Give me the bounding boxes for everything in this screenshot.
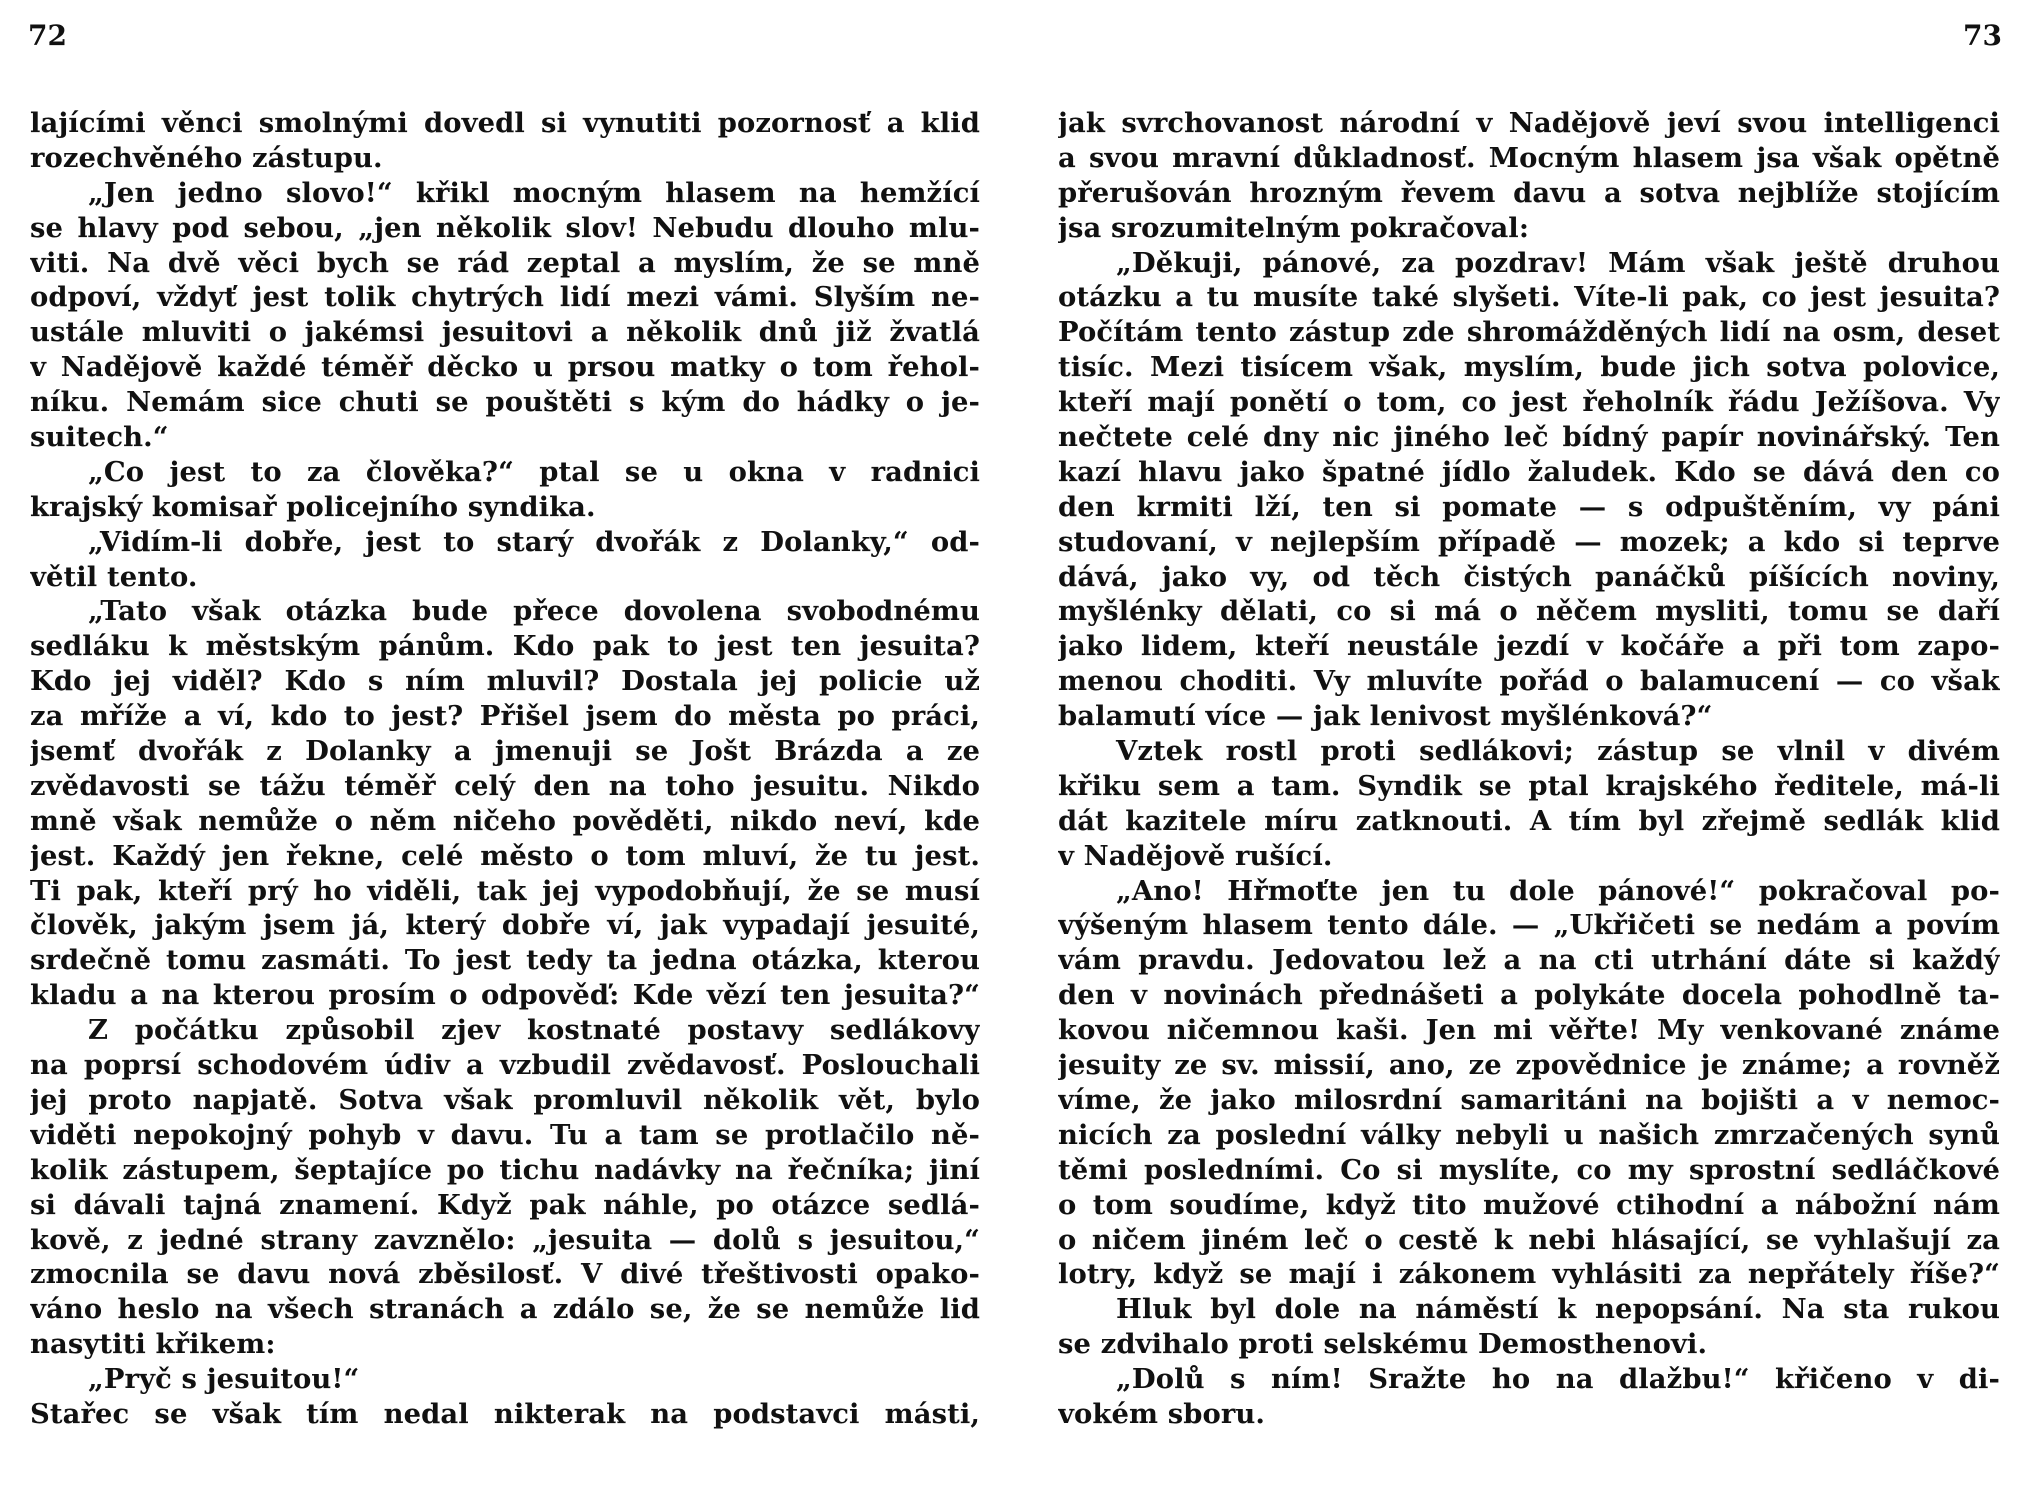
text-line: přerušován hrozným řevem davu a sotva nejblíže stojícím xyxy=(1058,176,2000,209)
text-line: kově, z jedné strany zavznělo: „jesuita — dolů s jesuitou,“ xyxy=(30,1223,980,1256)
page-number-right: 73 xyxy=(1963,19,2002,52)
text-line: jsa srozumitelným pokračoval: xyxy=(1058,211,1530,244)
text-line: kovou ničemnou kaši. Jen mi věřte! My venkované známe xyxy=(1058,1014,2000,1047)
text-line: Z počátku způsobil zjev kostnaté postavy sedlákovy xyxy=(88,1014,980,1047)
text-line: dát kazitele míru zatknouti. A tím byl zřejmě sedlák klid xyxy=(1058,804,2000,837)
text-line: balamutí více — jak lenivost myšlénková?“ xyxy=(1058,700,1713,733)
text-line: na poprsí schodovém údiv a vzbudil zvědavosť. Poslouchali xyxy=(30,1049,980,1082)
text-line: tisíc. Mezi tisícem však, myslím, bude jich sotva polovice, xyxy=(1058,351,2000,384)
text-line: lajícími věnci smolnými dovedl si vynutiti pozornosť a klid xyxy=(30,107,980,139)
text-line: jest. Každý jen řekne, celé město o tom mluví, že tu jest. xyxy=(30,839,980,872)
text-line: studovaní, v nejlepším případě — mozek; a kdo si teprve xyxy=(1058,525,2000,558)
text-line: sedláku k městským pánům. Kdo pak to jest ten jesuita? xyxy=(30,630,980,663)
text-line: se zdvihalo proti selskému Demosthenovi. xyxy=(1058,1328,1708,1361)
text-line: nasytiti křikem: xyxy=(30,1328,276,1361)
text-line: „Tato však otázka bude přece dovolena svobodnému xyxy=(88,595,980,628)
text-line: srdečně tomu zasmáti. To jest tedy ta jedna otázka, kterou xyxy=(30,944,980,977)
text-line: se hlavy pod sebou, „jen několik slov! Nebudu dlouho mlu- xyxy=(30,211,980,244)
text-line: „Pryč s jesuitou!“ xyxy=(88,1363,360,1396)
text-line: Hluk byl dole na náměstí k nepopsání. Na sta rukou xyxy=(1116,1293,2000,1326)
text-line: Vztek rostl proti sedlákovi; zástup se vlnil v divém xyxy=(1116,735,2000,768)
text-line: „Vidím-li dobře, jest to starý dvořák z Dolanky,“ od- xyxy=(88,525,980,558)
text-line: otázku a tu musíte také slyšeti. Víte-li pak, co jest jesuita? xyxy=(1058,281,2000,314)
text-line: za mříže a ví, kdo to jest? Přišel jsem do města po práci, xyxy=(30,700,980,733)
text-line: myšlénky dělati, co si má o něčem mysliti, tomu se daří xyxy=(1058,595,2000,628)
text-line: nicích za poslední války nebyli u našich zmrzačených synů xyxy=(1058,1118,2000,1151)
text-line: lotry, když se mají i zákonem vyhlásiti za nepřátely říše?“ xyxy=(1058,1258,2000,1291)
text-line: vám pravdu. Jedovatou lež a na cti utrhání dáte si každý xyxy=(1058,944,2000,977)
text-line: o ničem jiném leč o cestě k nebi hlásající, se vyhlašují za xyxy=(1058,1223,2000,1256)
text-line: Ti pak, kteří prý ho viděli, tak jej vypodobňují, že se musí xyxy=(30,874,980,907)
text-line: a svou mravní důkladnosť. Mocným hlasem jsa však opětně xyxy=(1058,141,2000,174)
text-line: krajský komisař policejního syndika. xyxy=(30,490,596,523)
text-line: dává, jako vy, od těch čistých panáčků píšících noviny, xyxy=(1058,560,2000,593)
text-line: kteří mají ponětí o tom, co jest řeholník řádu Ježíšova. Vy xyxy=(1058,386,2000,419)
text-line: den v novinách přednášeti a polykáte docela pohodlně ta- xyxy=(1058,979,2000,1012)
text-line: kolik zástupem, šeptajíce po tichu nadávky na řečníka; jiní xyxy=(30,1153,980,1186)
text-line: mně však nemůže o něm ničeho pověděti, nikdo neví, kde xyxy=(30,804,980,837)
text-line: zmocnila se davu nová zběsilosť. V divé třeštivosti opako- xyxy=(30,1258,980,1291)
text-line: Počítám tento zástup zde shromážděných lidí na osm, deset xyxy=(1058,316,2000,349)
text-line: jako lidem, kteří neustále jezdí v kočáře a při tom zapo- xyxy=(1058,630,2000,663)
text-line: „Dolů s ním! Sražte ho na dlažbu!“ křičeno v di- xyxy=(1116,1363,2000,1396)
text-line: „Jen jedno slovo!“ křikl mocným hlasem na hemžící xyxy=(88,176,980,209)
text-line: zvědavosti se tážu téměř celý den na toho jesuitu. Nikdo xyxy=(30,769,980,802)
text-line: člověk, jakým jsem já, který dobře ví, jak vypadají jesuité, xyxy=(30,909,980,942)
text-line: „Ano! Hřmoťte jen tu dole pánové!“ pokračoval po- xyxy=(1116,874,2000,907)
text-line: Stařec se však tím nedal nikterak na podstavci másti, xyxy=(30,1397,980,1430)
text-line: kazí hlavu jako špatné jídlo žaludek. Kdo se dává den co xyxy=(1058,455,2000,488)
text-line: v Nadějově každé téměř děcko u prsou matky o tom řehol- xyxy=(30,351,980,384)
right-page xyxy=(1015,0,2030,1500)
text-line: jej proto napjatě. Sotva však promluvil několik vět, bylo xyxy=(30,1083,980,1116)
text-line: suitech.“ xyxy=(30,421,169,454)
text-line: výšeným hlasem tento dále. — „Ukřičeti se nedám a povím xyxy=(1058,909,2000,942)
text-line: jak svrchovanost národní v Nadějově jeví svou intelligenci xyxy=(1058,107,2000,139)
text-line: těmi posledními. Co si myslíte, co my sprostní sedláčkové xyxy=(1058,1153,2000,1186)
text-line: Kdo jej viděl? Kdo s ním mluvil? Dostala jej policie už xyxy=(30,665,980,698)
left-page-text xyxy=(30,106,980,1432)
text-line: vokém sboru. xyxy=(1058,1397,1266,1430)
text-line: v Nadějově rušící. xyxy=(1058,839,1333,872)
text-line: rozechvěného zástupu. xyxy=(30,141,383,174)
text-line: odpoví, vždyť jest tolik chytrých lidí mezi vámi. Slyším ne- xyxy=(30,281,980,314)
right-page-text xyxy=(1058,106,2000,1432)
text-line: „Děkuji, pánové, za pozdrav! Mám však ještě druhou xyxy=(1116,246,2000,279)
text-line: den krmiti lží, ten si pomate — s odpuštěním, vy páni xyxy=(1058,490,2000,523)
text-line: menou choditi. Vy mluvíte pořád o balamucení — co však xyxy=(1058,665,2000,698)
text-line: nečtete celé dny nic jiného leč bídný papír novinářský. Ten xyxy=(1058,421,2000,454)
text-line: o tom soudíme, když tito mužové ctihodní a nábožní nám xyxy=(1058,1188,2000,1221)
text-line: jsemť dvořák z Dolanky a jmenuji se Jošt Brázda a ze xyxy=(30,735,980,768)
text-line: jesuity ze sv. missií, ano, ze zpovědnice je známe; a rovněž xyxy=(1058,1049,2000,1082)
text-line: váno heslo na všech stranách a zdálo se, že se nemůže lid xyxy=(30,1293,980,1326)
text-line: křiku sem a tam. Syndik se ptal krajského ředitele, má-li xyxy=(1058,769,2000,802)
page-number-left: 72 xyxy=(28,19,67,52)
text-line: si dávali tajná znamení. Když pak náhle, po otázce sedlá- xyxy=(30,1188,980,1221)
text-line: „Co jest to za člověka?“ ptal se u okna v radnici xyxy=(88,455,980,488)
text-line: víme, že jako milosrdní samaritáni na bojišti a v nemoc- xyxy=(1058,1083,2000,1116)
text-line: ustále mluviti o jakémsi jesuitovi a několik dnů již žvatlá xyxy=(30,316,980,349)
text-line: viti. Na dvě věci bych se rád zeptal a myslím, že se mně xyxy=(30,246,980,279)
text-line: kladu a na kterou prosím o odpověď: Kde vězí ten jesuita?“ xyxy=(30,979,980,1012)
text-line: viděti nepokojný pohyb v davu. Tu a tam se protlačilo ně- xyxy=(30,1118,980,1151)
text-line: níku. Nemám sice chuti se pouštěti s kým do hádky o je- xyxy=(30,386,980,419)
text-line: větil tento. xyxy=(30,560,198,593)
